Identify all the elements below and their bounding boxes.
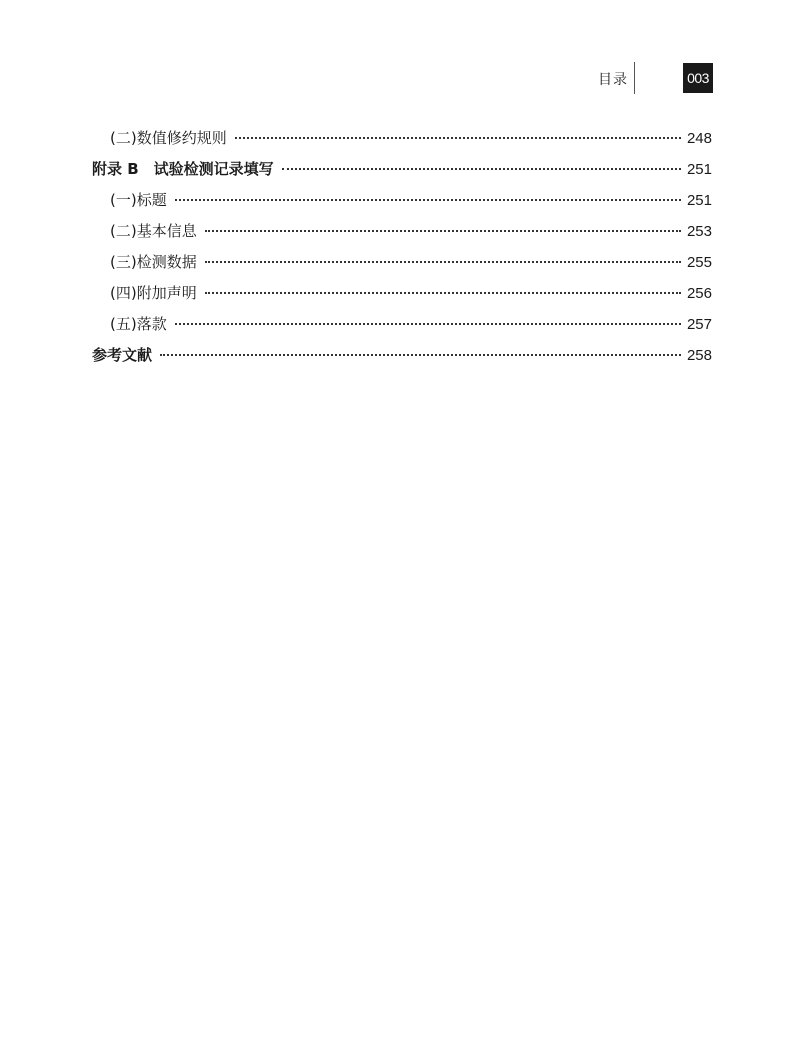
toc-leader-dots	[175, 323, 681, 325]
header-divider	[634, 62, 635, 94]
toc-entry-page: 258	[686, 347, 712, 364]
toc-entry-label: (三)检测数据	[110, 253, 197, 271]
toc-entry-label: (五)落款	[110, 315, 167, 333]
toc-entry-page: 255	[686, 254, 712, 271]
toc-entry[interactable]	[92, 313, 712, 344]
toc-entry-label: 附录 B 试验检测记录填写	[92, 160, 274, 178]
toc-entry-label: 参考文献	[92, 346, 153, 364]
toc-entry[interactable]	[92, 251, 712, 282]
table-of-contents	[92, 127, 712, 375]
toc-leader-dots	[205, 292, 681, 294]
toc-entry-page: 251	[686, 161, 712, 178]
toc-entry[interactable]	[92, 189, 712, 220]
running-header	[0, 62, 790, 96]
toc-entry-page: 257	[686, 316, 712, 333]
toc-leader-dots	[205, 230, 681, 232]
toc-leader-dots	[282, 168, 681, 170]
toc-entry[interactable]	[92, 220, 712, 251]
toc-entry-page: 248	[686, 130, 712, 147]
header-section-title: 目录	[598, 72, 628, 88]
toc-entry[interactable]	[92, 344, 712, 375]
header-page-number: 003	[683, 63, 713, 93]
toc-entry-page: 253	[686, 223, 712, 240]
toc-entry-label: (二)数值修约规则	[110, 129, 227, 147]
toc-leader-dots	[205, 261, 681, 263]
toc-entry-page: 256	[686, 285, 712, 302]
toc-entry[interactable]	[92, 127, 712, 158]
toc-entry-page: 251	[686, 192, 712, 209]
toc-leader-dots	[175, 199, 681, 201]
toc-entry[interactable]	[92, 158, 712, 189]
toc-entry[interactable]	[92, 282, 712, 313]
toc-entry-label: (一)标题	[110, 191, 167, 209]
toc-leader-dots	[160, 354, 681, 356]
toc-entry-label: (二)基本信息	[110, 222, 197, 240]
toc-leader-dots	[235, 137, 681, 139]
toc-entry-label: (四)附加声明	[110, 284, 197, 302]
